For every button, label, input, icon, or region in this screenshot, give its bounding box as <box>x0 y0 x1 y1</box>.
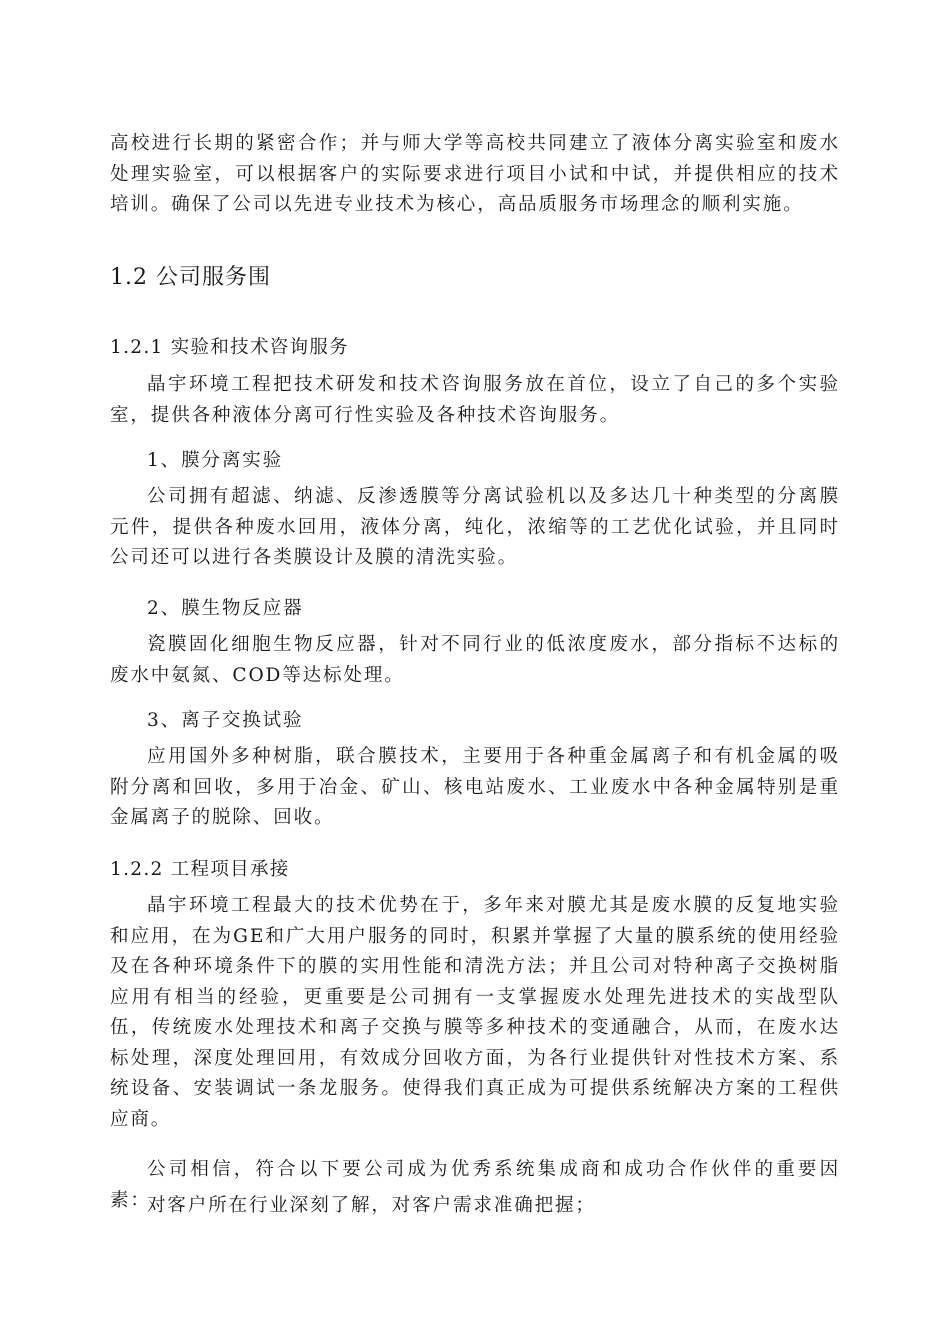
subsection-heading-1-2-2: 1.2.2 工程项目承接 <box>110 859 290 880</box>
section-heading-1-2: 1.2 公司服务围 <box>110 265 271 290</box>
lab-services-intro: 晶宇环境工程把技术研发和技术咨询服务放在首位，设立了自己的多个实验室，提供各种液体分离可行性实验及各种技术咨询服务。 <box>110 374 840 426</box>
item-text-membrane-separation-block <box>110 482 840 574</box>
item-label-membrane-separation: 1、膜分离实验 <box>147 450 284 471</box>
subsection-heading-1-2-1: 1.2.1 实验和技术咨询服务 <box>110 337 349 358</box>
intro-paragraph-block <box>110 129 840 221</box>
point-one: 对客户所在行业深刻了解，对客户需求准确把握； <box>147 1195 596 1216</box>
point-one-block <box>110 1191 840 1222</box>
item-text-membrane-bioreactor: 瓷膜固化细胞生物反应器，针对不同行业的低浓度废水，部分指标不达标的废水中氨氮、COD等达标处理。 <box>110 634 840 686</box>
item-label-membrane-bioreactor: 2、膜生物反应器 <box>147 598 304 619</box>
engineering-paragraph: 晶宇环境工程最大的技术优势在于，多年来对膜尤其是废水膜的反复地实验和应用，在为GE和广大用户服务的同时，积累并掌握了大量的膜系统的使用经验及在各种环境条件下的膜的实用性能和清洗方法；并且公司对特种离子交换树脂应用有相当的经验，更重要是公司拥有一支掌握废水处理先进技术的实战型队伍，传统废水处理技术和离子交换与膜等多种技术的变通融合，从而，在废水达标处理，深度处理回用，有效成分回收方面，为各行业提供针对性技术方案、系统设备、安装调试一条龙服务。使得我们真正成为可提供系统解决方案的工程供应商。 <box>110 895 840 1130</box>
item-text-ion-exchange: 应用国外多种树脂，联合膜技术，主要用于各种重金属离子和有机金属的吸附分离和回收，多用于冶金、矿山、核电站废水、工业废水中各种金属特别是重金属离子的脱除、回收。 <box>110 746 840 828</box>
item-text-membrane-bioreactor-block <box>110 630 840 691</box>
engineering-paragraph-block <box>110 891 840 1135</box>
intro-paragraph: 高校进行长期的紧密合作；并与师大学等高校共同建立了液体分离实验室和废水处理实验室，可以根据客户的实际要求进行项目小试和中试，并提供相应的技术培训。确保了公司以先进专业技术为核心，高品质服务市场理念的顺利实施。 <box>110 133 840 215</box>
lab-services-intro-block <box>110 370 840 431</box>
item-label-ion-exchange: 3、离子交换试验 <box>147 710 304 731</box>
belief-paragraph: 公司相信，符合以下要公司成为优秀系统集成商和成功合作伙伴的重要因素： <box>110 1159 840 1211</box>
item-text-ion-exchange-block <box>110 742 840 834</box>
item-text-membrane-separation: 公司拥有超滤、纳滤、反渗透膜等分离试验机以及多达几十种类型的分离膜元件，提供各种废水回用，液体分离，纯化，浓缩等的工艺优化试验，并且同时公司还可以进行各类膜设计及膜的清洗实验。 <box>110 486 840 568</box>
